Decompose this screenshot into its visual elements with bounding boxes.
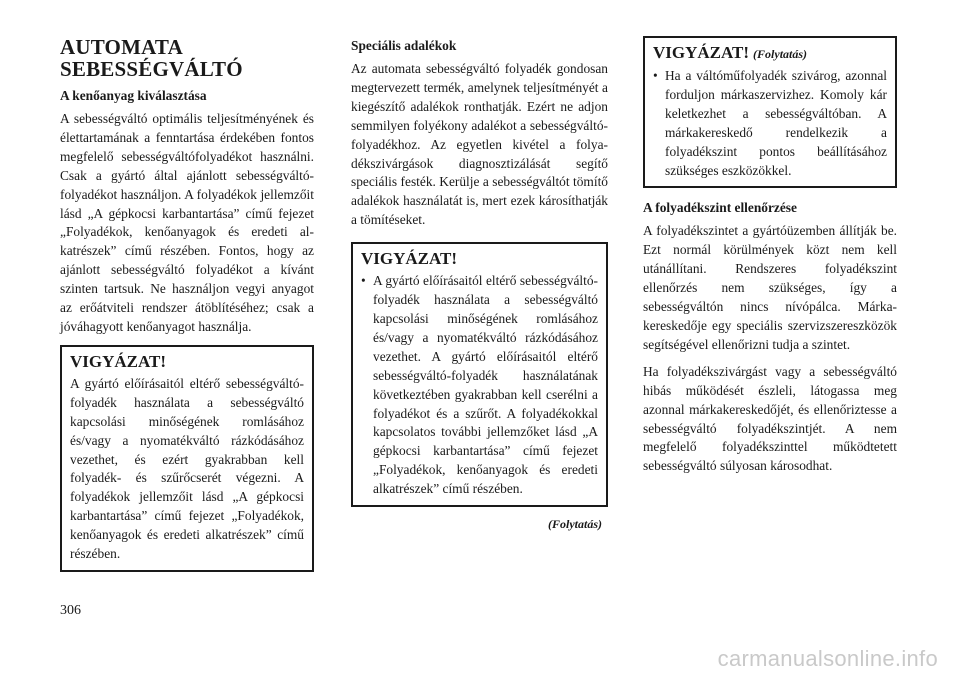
- warning-continued-tag: (Folytatás): [753, 47, 808, 61]
- page-number: 306: [60, 603, 81, 618]
- warning-title: VIGYÁZAT!: [361, 249, 458, 269]
- section-title: [60, 36, 314, 80]
- continued-note: (Folytatás): [548, 517, 602, 532]
- warning-box-leak: [643, 36, 897, 188]
- special-additives-paragraph: Az automata sebességváltó folyadék gondosan megtervezett termék, amelynek teljesítményét a kiegészítő adalékok ronthatják. Ezért ne adjon semmilyen folyékony adalékot a sebességváltófolyadékhoz. Az egyetlen kivétel a folyadékszivárgások diagnosztizálását segítő speciális festék. Kerülje a sebességváltót tömítő adalékok használatát is, mert ezek károsíthatják a tömítéseket.: [351, 61, 608, 228]
- warning-title-row: [653, 42, 887, 65]
- fluid-level-heading: A folyadékszint ellenőrzése: [643, 200, 797, 216]
- warning-text: A gyártó előírásaitól eltérő sebességváltó-folyadék használata a sebességváltó kapcsolási minőségének romlásához és/vagy a nyomatékváltó rázkódásához vezethet, és ezért gyakrabban kell folyadék- és szűrőcserét végezni. A folyadékok jellemzőit lásd „A gépkocsi karbantartása” című fejezet „Folyadékok, kenőanyagok és eredeti alkatrészek” című részében.: [70, 375, 304, 562]
- warning-box-additives: [351, 242, 608, 507]
- lubricant-selection-paragraph: A sebességváltó optimális teljesítményének és élettartamának a fenntartása érdekében fontos megfelelő sebességváltófolyadékot használni. Csak a gyártó által ajánlott sebességváltó-folyadékot használjon. A folyadékok jellemzőit lásd „A gépkocsi karbantartása” című fejezet „Folyadékok, kenőanyagok és eredeti alkatrészek” című részében. Fontos, hogy az ajánlott sebességváltó folyadékot a kívánt szinten tartsuk. Ne használjon vegyi anyagot az erőátviteli rendszer átöblítéséhez; csak a jóváhagyott kenőanyagot használja.: [60, 111, 314, 334]
- warning-bullet-text: Ha a váltóműfolyadék szivárog, azonnal forduljon márkaszervizhez. Komoly kár keletkezhet a sebességváltóban. A márkakereskedő rendelkezik a folyadékszint pontos beállításához szükséges eszközökkel.: [665, 68, 887, 178]
- warning-title: VIGYÁZAT!: [653, 43, 750, 62]
- watermark: carmanualsonline.info: [717, 646, 938, 671]
- fluid-level-paragraph-1: A folyadékszintet a gyártóüzemben állítják be. Ezt normál körülmények közt nem kell utánállítani. Rendszeres folyadékszint ellenőrzés nem szükséges, így a sebességváltón nincs nívópálca. Márkakereskedője egy speciális szervizszereszközök segítségével ellenőrizni tudja a szintet.: [643, 223, 897, 352]
- bullet-icon: •: [653, 68, 658, 83]
- fluid-level-paragraph-2: Ha folyadékszivárgást vagy a sebességváltó hibás működését észleli, látogassa meg azonnal márkakereskedőjét, és ellenőriztesse a sebességváltó folyadékszintjét. A nem megfelelő folyadékszinttel működtetett sebességváltó súlyosan károsodhat.: [643, 363, 897, 474]
- column-right: [643, 36, 897, 484]
- warning-bullet-item: [653, 67, 887, 180]
- column-left: [60, 36, 314, 572]
- section-title-line1: AUTOMATA: [60, 35, 183, 59]
- warning-box-fluid: [60, 345, 314, 572]
- warning-title: VIGYÁZAT!: [70, 351, 167, 371]
- bullet-icon: •: [361, 273, 366, 289]
- lubricant-selection-heading: A kenőanyag kiválasztása: [60, 88, 207, 103]
- warning-bullet-item: [361, 272, 598, 499]
- special-additives-heading: Speciális adalékok: [351, 38, 457, 53]
- section-title-line2: SEBESSÉGVÁLTÓ: [60, 57, 243, 81]
- warning-bullet-text: A gyártó előírásaitól eltérő sebességváltó-folyadék használata a sebességváltó kapcsolási minőségének romlásához és/vagy a nyomatékváltó rázkódásához vezethet. A gyártó előírásaitól eltérő sebességváltó-folyadék használatának következtében gyakrabban kell cserélni a folyadékot és a szűrőt. A folyadékokkal kapcsolatos további jellemzőket lásd „A gépkocsi karbantartása” című fejezet „Folyadékok, kenőanyagok és eredeti alkatrészek” című részében.: [373, 273, 598, 497]
- column-middle: [351, 36, 608, 532]
